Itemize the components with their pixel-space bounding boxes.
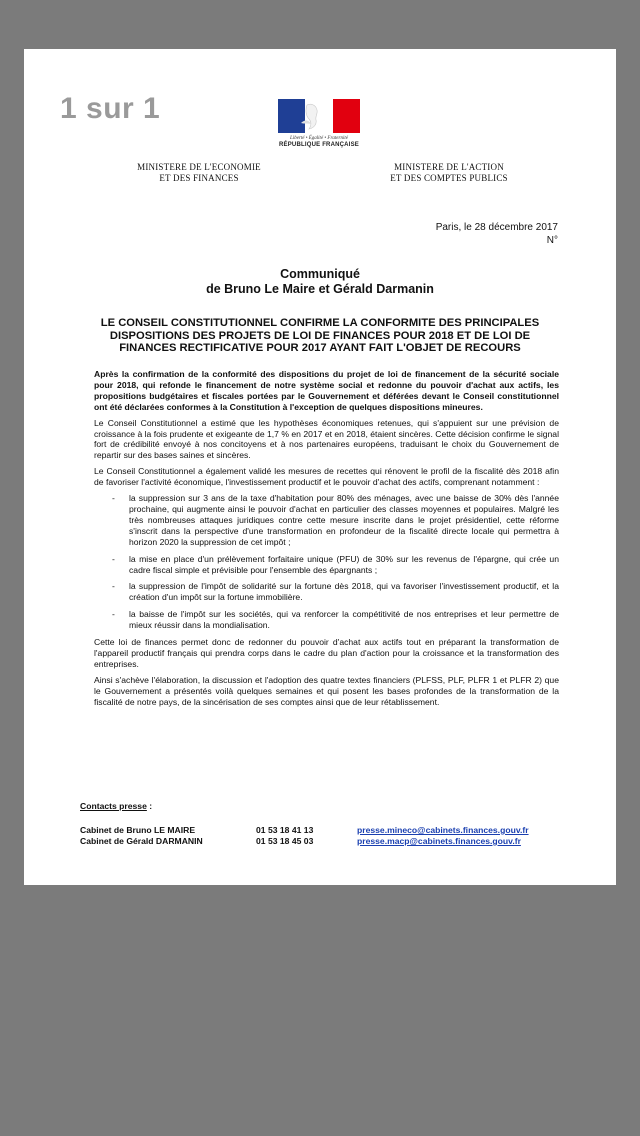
contact-phone: 01 53 18 45 03	[256, 836, 314, 846]
marianne-logo	[278, 99, 360, 148]
logo-motto: Liberté • Égalité • Fraternité	[290, 136, 348, 141]
date-block	[436, 221, 558, 247]
list-item: - la mise en place d'un prélèvement forfaitaire unique (PFU) de 30% sur les revenus de l'épargne, qui crée un cadre fiscal simple et prévisible pour l'ensemble des épargnants ;	[112, 553, 559, 575]
title-line2: de Bruno Le Maire et Gérald Darmanin	[206, 282, 434, 296]
contacts-title: Contacts presse :	[80, 801, 153, 811]
tricolor-flag-icon	[278, 99, 360, 133]
list-item: - la baisse de l'impôt sur les sociétés, qui va renforcer la compétitivité de nos entreprises et leur permettre de mieux réussir dans la mondialisation.	[112, 609, 559, 631]
contact-row	[80, 825, 580, 836]
ministry-left-line1: MINISTERE DE L'ECONOMIE	[137, 162, 261, 172]
ministry-economie	[124, 162, 274, 184]
reference-number: N°	[546, 235, 558, 246]
contact-email-link[interactable]: presse.mineco@cabinets.finances.gouv.fr	[357, 825, 529, 835]
paragraph-4: Ainsi s'achève l'élaboration, la discussion et l'adoption des quatre textes financiers (PLFSS, PLF, PLFR 1 et PLFR 2) que le Gouvernement a présentés voilà quelques semaines et qui posent les bases profondes de la transformation de la fiscalité de notre pays, de la sincérisation de ses comptes ainsi que de leur rétablissement.	[94, 674, 559, 707]
lead-paragraph: Après la confirmation de la conformité des dispositions du projet de loi de financement de la sécurité sociale pour 2018, qui refonde le financement de notre système social et redonne du pouvoir d'achat aux actifs, les propositions budgétaires et fiscales portées par le Gouvernement et déférées devant le Conseil constitutionnel ont été déclarées conformes à la Constitution à l'exception de quelques dispositions mineures.	[94, 369, 559, 412]
logo-republic-text: RÉPUBLIQUE FRANÇAISE	[278, 142, 359, 148]
page-indicator: 1 sur 1	[60, 92, 161, 125]
paragraph-1: Le Conseil Constitutionnel a estimé que les hypothèses économiques retenues, qui s'appuient sur une prévision de croissance à la fois prudente et exigeante de 1,7 % en 2017 et en 2018, étaient sincères. Cette décision confirme le signal fort de crédibilité envoyé à nos concitoyens et à nos partenaires européens, traduisant le choix du Gouvernement de repartir sur des bases saines et sincères.	[94, 417, 559, 461]
paragraph-3: Cette loi de finances permet donc de redonner du pouvoir d'achat aux actifs tout en préparant la transformation de l'appareil productif français qui prendra corps dans le cadre du plan d'action pour la croissance et la transformation des entreprises.	[94, 637, 559, 669]
measures-list	[94, 493, 559, 631]
communique-title	[24, 267, 616, 297]
contact-name: Cabinet de Gérald DARMANIN	[80, 836, 203, 846]
body-text	[94, 369, 559, 712]
headline: LE CONSEIL CONSTITUTIONNEL CONFIRME LA CONFORMITE DES PRINCIPALES DISPOSITIONS DES PROJETS DE LOI DE FINANCES POUR 2018 ET DE LOI DE FINANCES RECTIFICATIVE POUR 2017 AYANT FAIT L'OBJET DE RECOURS	[100, 317, 540, 354]
document-page	[24, 49, 616, 885]
list-item: - la suppression sur 3 ans de la taxe d'habitation pour 80% des ménages, avec une baisse de 30% dès l'année prochaine, qui augmente ainsi le pouvoir d'achat en particulier des classes moyennes et populaires. Malgré les très nombreuses attaques juridiques contre cette mesure inscrite dans le projet présidentiel, cette réforme s'inscrit dans la perspective d'une transformation en profondeur de la fiscalité directe locale qui permettra à horizon 2020 la suppression de cet impôt ;	[112, 493, 559, 547]
contact-name: Cabinet de Bruno LE MAIRE	[80, 825, 196, 835]
contact-row	[80, 836, 580, 847]
paragraph-2: Le Conseil Constitutionnel a également validé les mesures de recettes qui rénovent le profil de la fiscalité dès 2018 afin de favoriser l'activité économique, l'investissement productif et le pouvoir d'achat des actifs, comprenant notamment :	[94, 466, 559, 488]
ministry-right-line2: ET DES COMPTES PUBLICS	[390, 173, 508, 183]
list-item: - la suppression de l'impôt de solidarité sur la fortune dès 2018, qui va favoriser l'investissement productif, et la création d'un impôt sur la fortune immobilière.	[112, 581, 559, 603]
ministry-left-line2: ET DES FINANCES	[159, 173, 239, 183]
title-line1: Communiqué	[280, 267, 360, 281]
contact-phone: 01 53 18 41 13	[256, 825, 314, 835]
contact-email-link[interactable]: presse.macp@cabinets.finances.gouv.fr	[357, 836, 521, 846]
date-text: Paris, le 28 décembre 2017	[435, 222, 558, 233]
ministry-right-line1: MINISTERE DE L'ACTION	[394, 162, 504, 172]
ministry-action	[374, 162, 524, 184]
press-contacts	[80, 801, 580, 847]
